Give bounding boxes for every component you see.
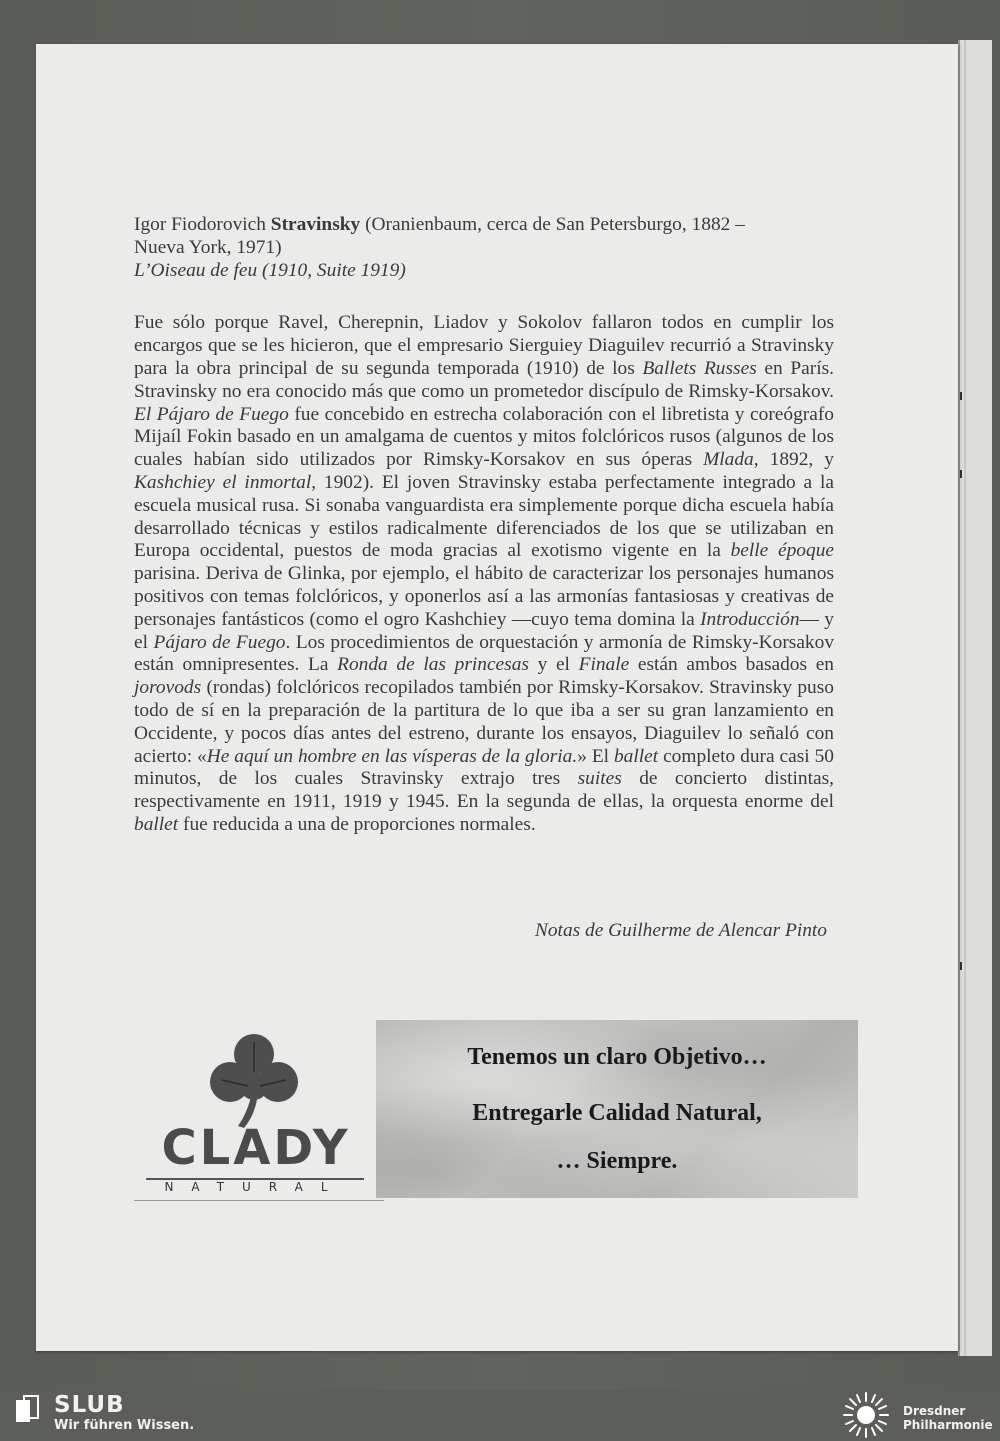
body-italic-span: Mlada — [703, 449, 754, 471]
body-text-span: parisina. Deriva de Glinka, por ejemplo, el hábito de caracterizar los personajes humanos positivos con temas folclóricos, y oponerlos así a las armonías fantasiosas y creativas de personajes fantásticos (como el ogro Kashchiey —cuyo tema domina la — [134, 563, 834, 630]
composer-dates: (Oranienbaum, cerca de San Petersburgo, 1882 – — [360, 214, 745, 235]
body-text-span: (rondas) folclóricos recopilados también por Rimsky-Korsakov. Stravinsky puso todo de sí en la preparación de la partitura de lo que iba a ser su gran lanzamiento en Occidente, y pocos días antes del estreno, durante los ensayos, Diaguilev lo señaló con acierto: « — [134, 677, 834, 767]
composer-first-names: Igor Fiodorovich — [134, 214, 271, 235]
body-italic-span: belle époque — [730, 540, 834, 562]
footer-bar — [0, 1390, 1000, 1441]
body-text-span: completo dura casi 50 minutos, de los cuales Stravinsky extrajo tres — [134, 745, 834, 790]
slub-logo-icon — [14, 1394, 42, 1424]
body-italic-span: El Pájaro de Fuego — [134, 403, 289, 425]
body-text-span: Fue sólo porque Ravel, Cherepnin, Liadov y Sokolov fallaron todos en cumplir los encargos que se les hicieron, que el empresario Sierguiey Diaguilev recurrió a Stravinsky para la obra principal de su segunda temporada (1910) de los — [134, 312, 834, 379]
body-text-span: — y el — [134, 608, 834, 653]
note-signature: Notas de Guilherme de Alencar Pinto — [534, 920, 827, 941]
body-italic-span: ballet — [613, 745, 659, 767]
brand-name: CLADY — [161, 1120, 351, 1176]
body-text-span: y el — [528, 654, 579, 676]
partner-name-line-1[interactable]: Dresdner — [903, 1404, 966, 1418]
body-italic-span: jorovods — [134, 677, 202, 699]
body-italic-span: ballet — [134, 813, 179, 835]
brand-subtitle: NATURAL — [164, 1180, 346, 1194]
body-text-span: fue reducida a una de proporciones normales. — [178, 813, 536, 835]
library-tagline: Wir führen Wissen. — [54, 1418, 195, 1433]
body-text-span: , 1892, y — [753, 449, 834, 471]
composer-surname: Stravinsky — [270, 214, 361, 235]
slogan-line-2: Entregarle Calidad Natural, — [472, 1100, 762, 1126]
body-italic-span: suites — [577, 768, 622, 790]
shamrock-icon — [208, 1030, 300, 1130]
slogan-line-3: … Siempre. — [556, 1148, 678, 1174]
body-text-span: , 1902). El joven Stravinsky estaba perfectamente integrado a la escuela musical rusa. Si sonaba vanguardista era simplemente porque dicha escuela había desarrollado técnicas y estilos radicalmente diferenciados de los que se utilizaban en Europa occidental, puestos de moda gracias al exotismo vigente en la — [134, 471, 834, 562]
philharmonie-logo-icon — [840, 1390, 892, 1440]
body-text-span: de concierto distintas, respectivamente en 1911, 1919 y 1945. En la segunda de ellas, la orquesta enorme del — [134, 768, 834, 813]
advertisement — [134, 1020, 858, 1200]
body-text-span: están ambos basados en — [629, 654, 834, 676]
body-italic-span: Pájaro de Fuego — [153, 631, 286, 653]
body-text-span: . Los procedimientos de orquestación y armonía de Rimsky-Korsakov están omnipresentes. La — [134, 631, 835, 676]
body-italic-span: Ronda de las princesas — [337, 654, 529, 676]
body-italic-span: Introducción — [700, 608, 800, 630]
body-text-span: fue concebido en estrecha colaboración con el libretista y coreógrafo Mijaíl Fokin basado en un amalgama de cuentos y mitos folclóricos rusos (algunos de los cuales habían sido utilizados por Rimsky-Korsakov en sus óperas — [134, 403, 835, 471]
work-title: L’Oiseau de feu (1910, Suite 1919) — [134, 259, 406, 281]
body-text-span: » El — [577, 745, 614, 767]
body-italic-span: He aquí un hombre en las vísperas de la gloria. — [206, 745, 578, 767]
body-italic-span: Kashchiey el inmortal — [134, 471, 312, 493]
partner-name-line-2[interactable]: Philharmonie — [903, 1418, 993, 1432]
body-italic-span: Ballets Russes — [642, 357, 757, 379]
composer-dates-cont: Nueva York, 1971) — [134, 236, 282, 258]
note-heading — [134, 214, 834, 282]
body-italic-span: Finale — [578, 654, 630, 676]
slogan-line-1: Tenemos un claro Objetivo… — [467, 1044, 767, 1070]
composer-line — [134, 214, 834, 237]
note-body — [134, 312, 834, 836]
body-text-span: en París. Stravinsky no era conocido más que como un prometedor discípulo de Rimsky-Korsakov. — [134, 357, 834, 402]
brand-logo — [134, 1020, 376, 1200]
library-name[interactable]: SLUB — [54, 1392, 125, 1418]
program-note — [134, 214, 834, 837]
logo-baseline — [134, 1200, 384, 1201]
facing-page-edge — [958, 40, 992, 1356]
body-paragraph — [134, 312, 834, 836]
slogan-panel — [376, 1020, 858, 1198]
